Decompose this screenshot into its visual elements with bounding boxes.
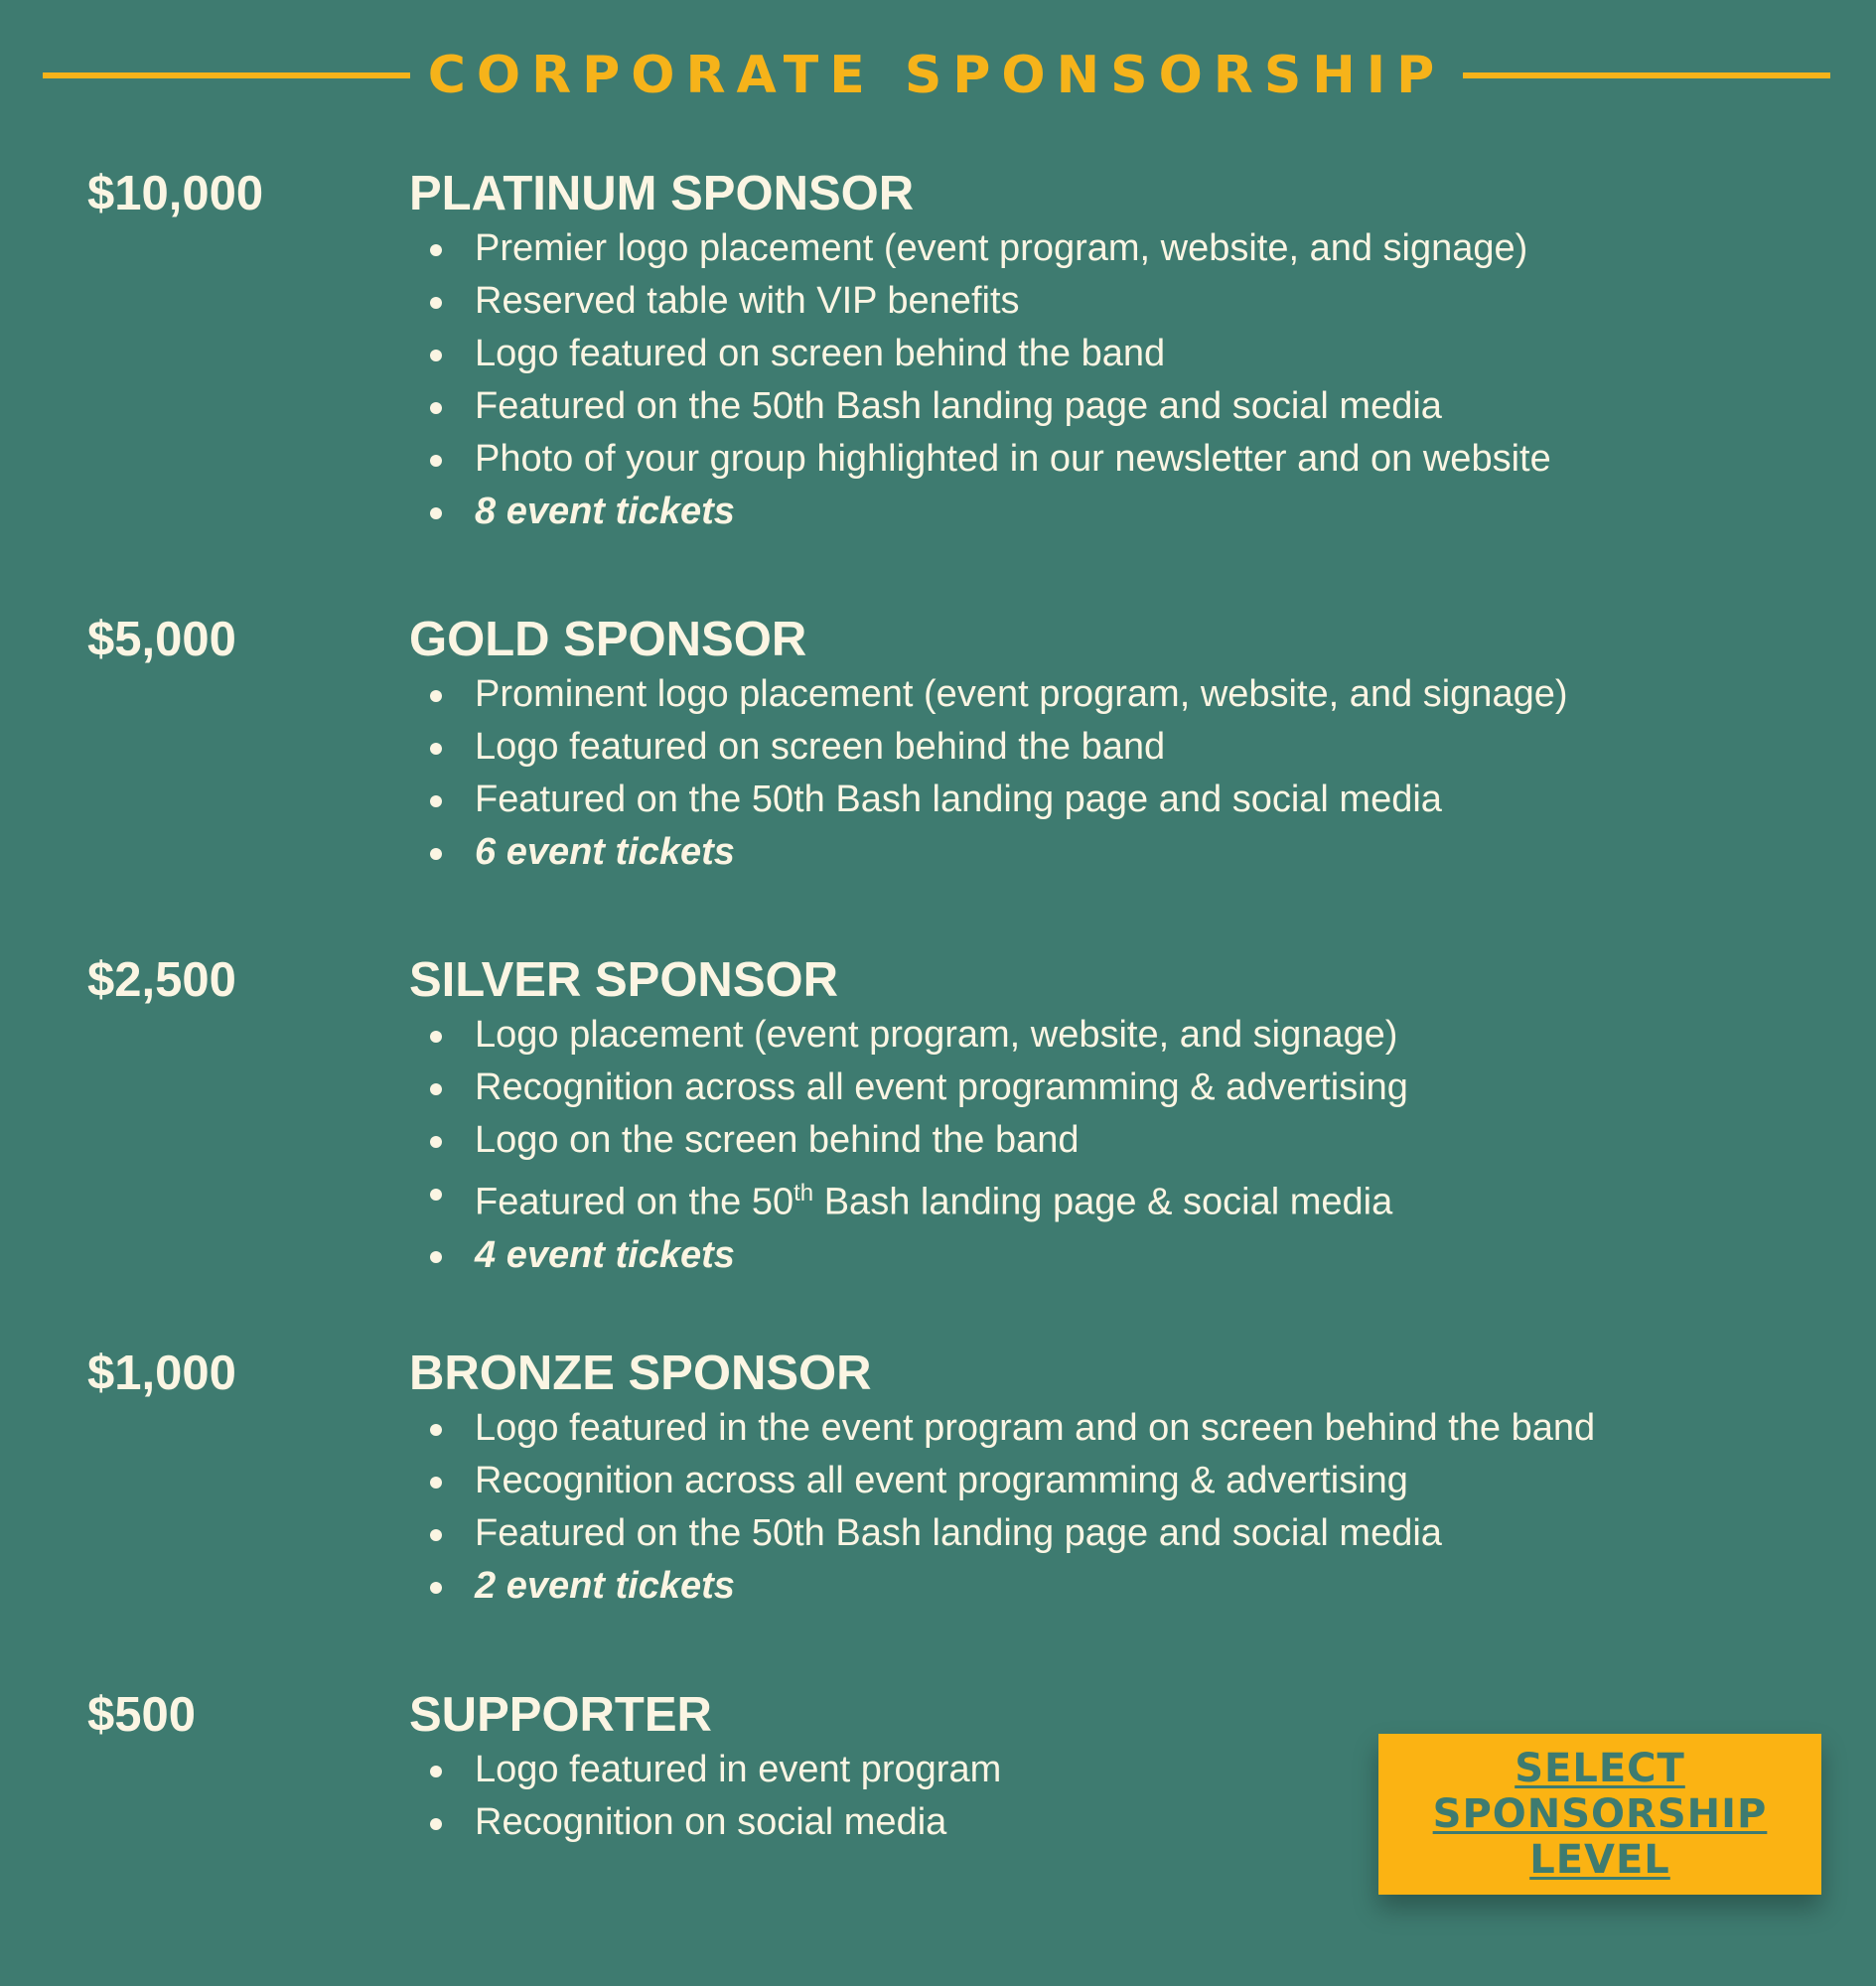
- benefit-item: Photo of your group highlighted in our newsletter and on website: [409, 433, 1551, 486]
- benefit-list: [409, 1744, 1001, 1849]
- benefit-item: Featured on the 50th Bash landing page and social media: [409, 1507, 1595, 1560]
- header-rule-right: [1463, 72, 1830, 78]
- tier-price: $1,000: [87, 1347, 236, 1400]
- benefit-item: Featured on the 50th Bash landing page and social media: [409, 380, 1551, 433]
- benefit-item: Logo featured on screen behind the band: [409, 721, 1568, 774]
- benefit-item: Premier logo placement (event program, website, and signage): [409, 222, 1551, 275]
- tier-price: $5,000: [87, 613, 236, 666]
- header-rule-left: [43, 72, 410, 78]
- cta-line: LEVEL: [1529, 1837, 1670, 1883]
- tier-name: GOLD SPONSOR: [409, 613, 807, 666]
- benefit-item: Logo placement (event program, website, and signage): [409, 1009, 1408, 1062]
- benefit-tickets: 6 event tickets: [409, 826, 1568, 879]
- benefit-item: Recognition across all event programming & advertising: [409, 1455, 1595, 1507]
- page-title: CORPORATE SPONSORSHIP: [427, 46, 1446, 105]
- tier-name: SUPPORTER: [409, 1688, 712, 1742]
- benefit-item: Logo featured on screen behind the band: [409, 328, 1551, 380]
- featured-text-before: Featured on the 50: [475, 1181, 794, 1223]
- cta-line: SELECT: [1515, 1746, 1685, 1791]
- benefit-tickets: 8 event tickets: [409, 486, 1551, 538]
- tier-price: $500: [87, 1688, 197, 1742]
- benefit-item: Recognition on social media: [409, 1796, 1001, 1849]
- benefit-list: [409, 668, 1568, 879]
- tier-name: BRONZE SPONSOR: [409, 1347, 872, 1400]
- benefit-item: Reserved table with VIP benefits: [409, 275, 1551, 328]
- tier-price: $2,500: [87, 953, 236, 1007]
- select-sponsorship-level-button[interactable]: [1378, 1734, 1821, 1895]
- tier-name: PLATINUM SPONSOR: [409, 167, 915, 220]
- featured-text-after: Bash landing page & social media: [813, 1181, 1393, 1223]
- tier-price: $10,000: [87, 167, 264, 220]
- benefit-list: [409, 1402, 1595, 1613]
- tier-name: SILVER SPONSOR: [409, 953, 839, 1007]
- benefit-item: Logo on the screen behind the band: [409, 1114, 1408, 1167]
- benefit-item: Logo featured in event program: [409, 1744, 1001, 1796]
- cta-line: SPONSORSHIP: [1432, 1791, 1768, 1837]
- benefit-item-featured: [409, 1167, 1408, 1229]
- benefit-item: Recognition across all event programming & advertising: [409, 1062, 1408, 1114]
- benefit-item: Logo featured in the event program and on screen behind the band: [409, 1402, 1595, 1455]
- benefit-tickets: 2 event tickets: [409, 1560, 1595, 1613]
- featured-ordinal-suffix: th: [794, 1180, 814, 1206]
- benefit-list: [409, 1009, 1408, 1282]
- benefit-item: Featured on the 50th Bash landing page and social media: [409, 774, 1568, 826]
- benefit-item: Prominent logo placement (event program, website, and signage): [409, 668, 1568, 721]
- benefit-tickets: 4 event tickets: [409, 1229, 1408, 1282]
- section-header: [43, 40, 1830, 111]
- benefit-list: [409, 222, 1551, 538]
